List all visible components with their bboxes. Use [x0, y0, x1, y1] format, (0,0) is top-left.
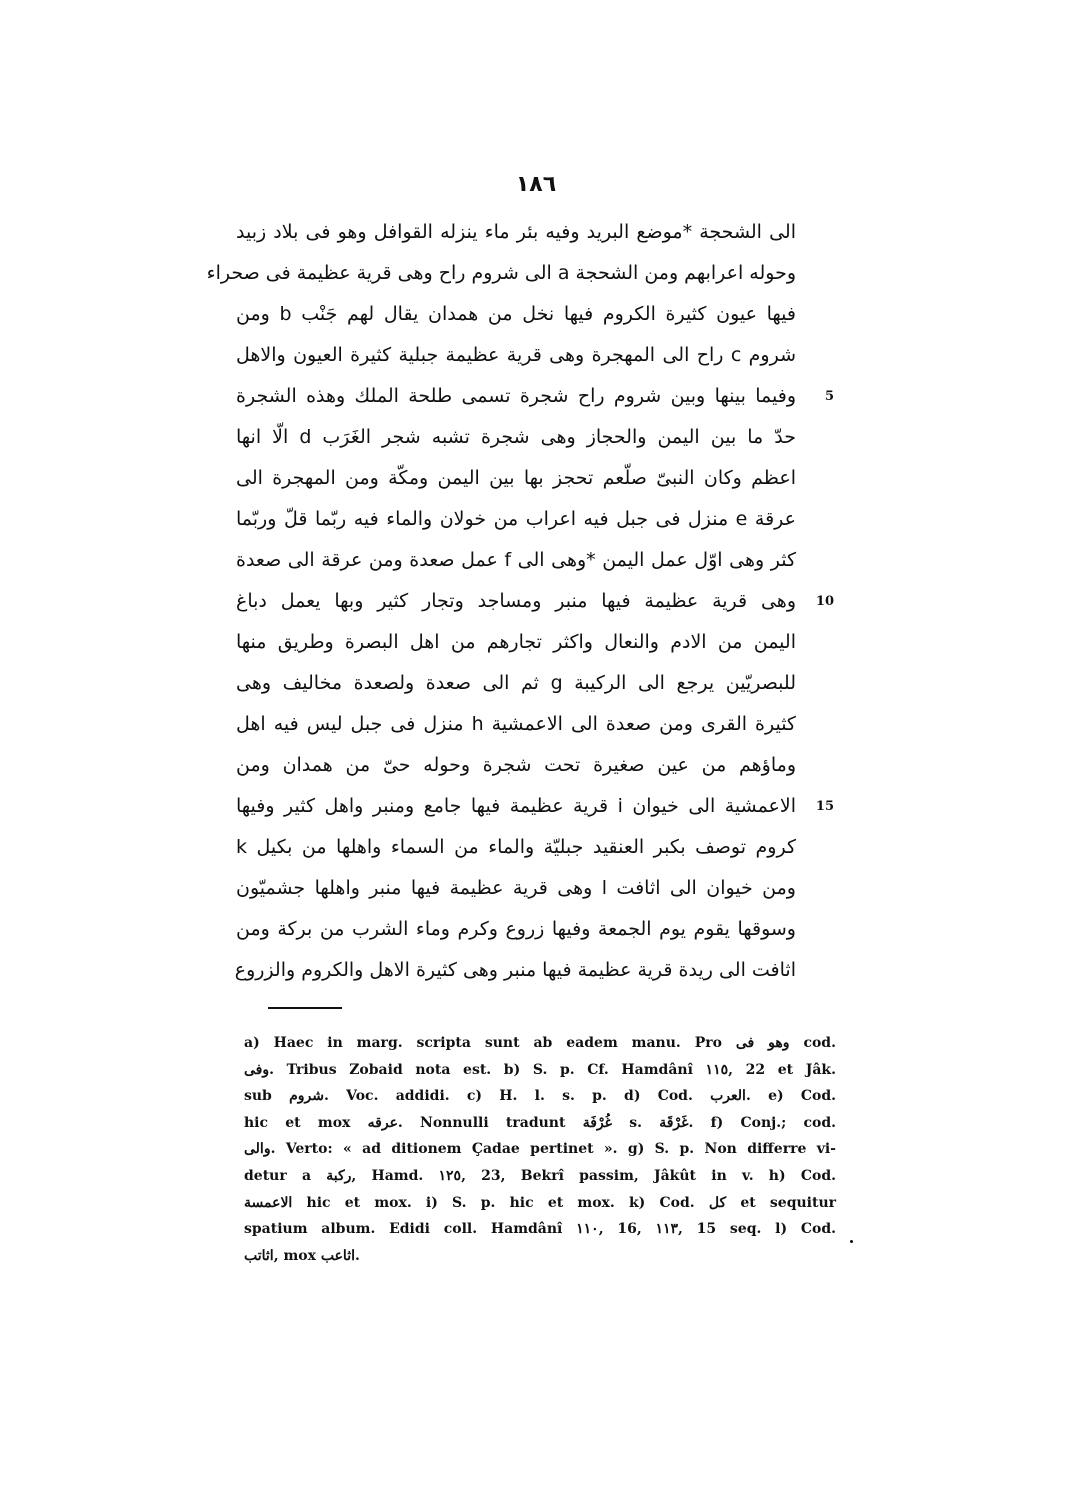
footnote-line: spatium album. Edidi coll. Hamdânî ١١٠, 16, ١١٣, 15 seq. l) Cod. [244, 1221, 836, 1238]
text-line-content: شروم c راح الى المهجرة وهى قرية عظيمة جبلية كثيرة العيون والاهل [236, 344, 796, 366]
footnote-line: detur a ركبة, Hamd. ١٢٥, 23, Bekrî passim, Jâkût in v. h) Cod. [244, 1167, 836, 1184]
text-line [236, 294, 796, 335]
arabic-main-text [206, 212, 834, 991]
text-line [236, 745, 796, 786]
line-number: 10 [815, 594, 834, 609]
footnote-line: hic et mox عرقه. Nonnulli tradunt غُرْفَة s. غَرْقَة. f) Conj.; cod. [244, 1114, 837, 1131]
text-line-content: وحوله اعرابهم ومن الشحجة a الى شروم راح وهى قرية عظيمة فى صحراء [206, 262, 796, 284]
text-line [236, 212, 796, 253]
text-line [236, 704, 796, 745]
stray-ink-dot [850, 1240, 853, 1243]
text-line-content: حدّ ما بين اليمن والحجاز وهى شجرة تشبه شجر الغَرَب d الّا انها [236, 426, 796, 448]
text-line [206, 253, 796, 294]
text-line-content: اثافت الى ريدة قرية عظيمة فيها منبر وهى كثيرة الاهل والكروم والزروع [234, 959, 796, 981]
footnotes [244, 1030, 836, 1269]
text-line [236, 622, 796, 663]
footnote-line: sub شروم. Voc. addidi. c) H. l. s. p. d) Cod. العرب. e) Cod. [244, 1088, 836, 1105]
footnote-separator-rule [268, 1007, 342, 1009]
line-number: 5 [824, 389, 834, 404]
text-line [236, 417, 796, 458]
text-line [236, 540, 796, 581]
text-line [236, 950, 796, 991]
text-line [236, 663, 796, 704]
text-line-content: اعظم وكان النبىّ صلّعم تحجز بها بين اليمن ومكّة ومن المهجرة الى [236, 467, 796, 489]
text-line-content: الاعمشية الى خيوان i قرية عظيمة فيها جامع ومنبر واهل كثير وفيها [236, 795, 797, 817]
line-number: 15 [815, 799, 834, 814]
text-line-content: للبصريّين يرجع الى الركيبة g ثم الى صعدة ولصعدة مخاليف وهى [236, 672, 796, 694]
text-line-content: وماؤهم من عين صغيرة تحت شجرة وحوله حىّ من همدان ومن [236, 754, 796, 776]
text-line-content: وهى قرية عظيمة فيها منبر ومساجد وتجار كثير وبها يعمل دباغ [236, 590, 796, 612]
text-line [236, 868, 796, 909]
text-line-content: عرقة e منزل فى جبل فيه اعراب من خولان والماء فيه ربّما قلّ وربّما [236, 508, 796, 530]
text-line-content: وفيما بينها وبين شروم راح شجرة تسمى طلحة الملك وهذه الشجرة [236, 385, 796, 407]
page-number: ١٨٦ [515, 172, 557, 197]
text-line [236, 786, 834, 827]
text-line-content: ومن خيوان الى اثافت l وهى قرية عظيمة فيها منبر واهلها جشميّون [236, 877, 796, 899]
footnote-line: وفى. Tribus Zobaid nota est. b) S. p. Cf. Hamdânî ١١٥, 22 et Jâk. [244, 1061, 837, 1078]
footnote-line: والى. Verto: « ad ditionem Çadae pertinet ». g) S. p. Non differre vi- [244, 1141, 836, 1158]
text-line [236, 581, 834, 622]
text-line-content: كروم توصف بكبر العنقيد جبليّة والماء من السماء واهلها من بكيل k [236, 836, 796, 858]
text-line-content: فيها عيون كثيرة الكروم فيها نخل من همدان يقال لهم جَنْب b ومن [236, 303, 796, 325]
text-line [236, 909, 796, 950]
text-line [236, 376, 834, 417]
footnote-line: الاعمسة hic et mox. i) S. p. hic et mox. k) Cod. كل et sequitur [244, 1194, 836, 1211]
footnote-line: اثاتب, mox اثاعب. [244, 1247, 360, 1264]
text-line-content: كثيرة القرى ومن صعدة الى الاعمشية h منزل فى جبل ليس فيه اهل [236, 713, 796, 735]
text-line [236, 335, 796, 376]
text-line-content: كثر وهى اوّل عمل اليمن *وهى الى f عمل صعدة ومن عرقة الى صعدة [236, 549, 796, 571]
text-line-content: الى الشحجة *موضع البريد وفيه بئر ماء ينزله القوافل وهو فى بلاد زبيد [236, 221, 796, 243]
text-line [236, 458, 796, 499]
text-line [236, 827, 796, 868]
text-line-content: اليمن من الادم والنعال واكثر تجارهم من اهل البصرة وطريق منها [236, 631, 796, 653]
text-line-content: وسوقها يقوم يوم الجمعة وفيها زروع وكرم وماء الشرب من بركة ومن [236, 918, 796, 940]
text-line [236, 499, 796, 540]
footnote-line: a) Haec in marg. scripta sunt ab eadem manu. Pro وهو فى cod. [244, 1035, 836, 1051]
